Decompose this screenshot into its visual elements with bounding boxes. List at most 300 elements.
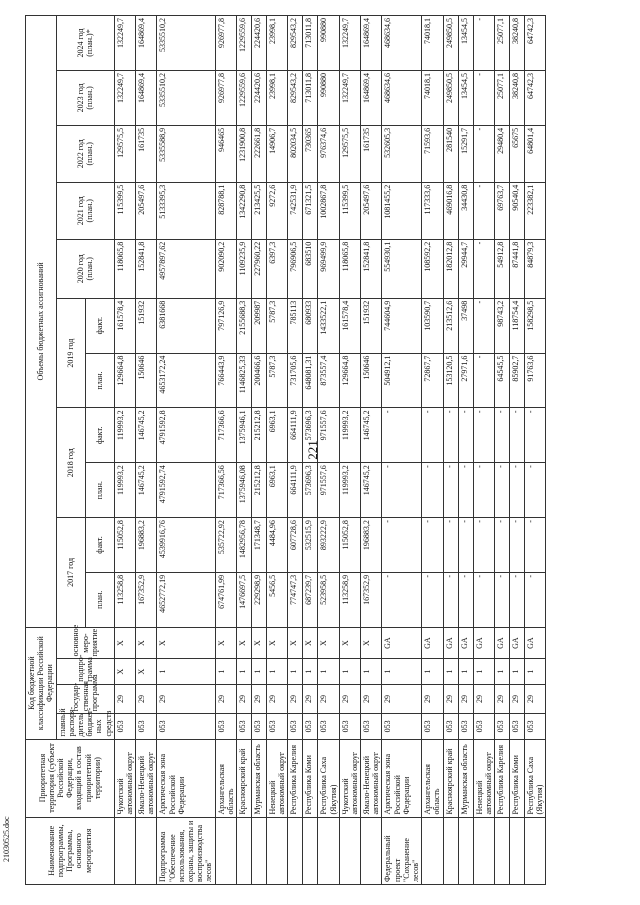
cell-value: 9272,6: [266, 182, 287, 239]
header-plan: план.: [85, 353, 114, 408]
cell-value: 683510: [303, 239, 318, 298]
cell-value: 129575,5: [339, 125, 360, 182]
cell-code-gp: 29: [361, 684, 382, 714]
cell-value: 64801,4: [524, 125, 545, 182]
table-row: [494, 16, 509, 885]
cell-value: 132249,7: [114, 16, 135, 71]
cell-value: 153120,5: [443, 353, 458, 408]
cell-value: 223382,1: [524, 182, 545, 239]
cell-value: 971557,6: [318, 463, 339, 518]
cell-name: [303, 817, 318, 884]
cell-value: 224420,6: [251, 16, 266, 71]
cell-code-gr: 053: [382, 714, 422, 739]
cell-value: 196883,2: [361, 518, 382, 573]
cell-value: 167352,9: [136, 572, 157, 627]
footer-filename: 21030525.doc: [2, 816, 11, 862]
cell-name: [509, 817, 524, 884]
cell-name: [236, 817, 251, 884]
cell-name: [361, 817, 382, 884]
cell-value: 15291,7: [458, 125, 473, 182]
cell-value: 535722,92: [215, 518, 236, 573]
cell-value: 607728,6: [288, 518, 303, 573]
cell-value: 990880: [318, 16, 339, 71]
cell-code-gr: 053: [509, 714, 524, 739]
cell-value: -: [443, 572, 458, 627]
budget-table-container: [25, 15, 612, 885]
header-territory: Приоритетная территория (субъект Российской Федерации, входящий в состав приоритетной территории): [26, 739, 115, 817]
cell-code-pp: 1: [339, 659, 360, 684]
cell-value: 103590,7: [422, 298, 443, 353]
cell-code-pp: 1: [288, 659, 303, 684]
cell-territory: Мурманская область: [458, 739, 473, 817]
cell-code-gp: 29: [136, 684, 157, 714]
header-fact: факт.: [85, 408, 114, 463]
cell-value: -: [509, 408, 524, 463]
cell-value: 4652772,19: [157, 572, 215, 627]
cell-value: 84879,3: [524, 239, 545, 298]
cell-value: -: [422, 518, 443, 573]
cell-code-gp: 29: [266, 684, 287, 714]
cell-code-gr: 053: [157, 714, 215, 739]
cell-value: 1482956,78: [236, 518, 251, 573]
table-row: [473, 16, 494, 885]
cell-value: 504912,1: [382, 353, 422, 408]
table-row: [524, 16, 545, 885]
cell-value: 129664,8: [114, 353, 135, 408]
cell-code-gr: 053: [422, 714, 443, 739]
cell-code-gp: 29: [458, 684, 473, 714]
cell-value: 209987: [251, 298, 266, 353]
cell-value: -: [494, 408, 509, 463]
cell-value: 893222,9: [318, 518, 339, 573]
cell-territory: Ненецкий автономный округ: [266, 739, 287, 817]
cell-value: 129664,8: [339, 353, 360, 408]
cell-code-gp: 29: [339, 684, 360, 714]
cell-code-om: X: [114, 627, 135, 659]
cell-value: 680933: [303, 298, 318, 353]
cell-code-gr: 053: [114, 714, 135, 739]
cell-value: 573696,3: [303, 463, 318, 518]
cell-name: [524, 817, 545, 884]
cell-value: 742531,9: [288, 182, 303, 239]
cell-value: 1081455,2: [382, 182, 422, 239]
cell-territory: Мурманская область: [251, 739, 266, 817]
cell-value: 730365: [303, 125, 318, 182]
cell-value: 69763,7: [494, 182, 509, 239]
cell-code-pp: 1: [236, 659, 251, 684]
cell-value: 674761,99: [215, 572, 236, 627]
cell-value: 205497,6: [361, 182, 382, 239]
cell-value: 873557,4: [318, 353, 339, 408]
cell-value: 4539916,76: [157, 518, 215, 573]
cell-code-pp: 1: [318, 659, 339, 684]
table-row: [266, 16, 287, 885]
cell-code-om: GA: [494, 627, 509, 659]
cell-value: -: [524, 572, 545, 627]
header-2021: 2021 год (план.): [56, 182, 114, 239]
header-code-group: Код бюджетной классификации Российской Федерации: [26, 627, 57, 739]
cell-value: 196883,2: [136, 518, 157, 573]
cell-code-gp: 29: [443, 684, 458, 714]
cell-value: 731705,6: [288, 353, 303, 408]
cell-value: 91763,6: [524, 353, 545, 408]
cell-value: 113258,9: [339, 572, 360, 627]
cell-code-om: X: [157, 627, 215, 659]
cell-territory: Арктическая зона Российской Федерации: [382, 739, 422, 817]
cell-code-om: GA: [473, 627, 494, 659]
cell-value: -: [473, 463, 494, 518]
cell-code-om: X: [303, 627, 318, 659]
cell-code-om: X: [136, 627, 157, 659]
cell-value: 161735: [361, 125, 382, 182]
cell-value: 182012,8: [443, 239, 458, 298]
cell-value: 532605,3: [382, 125, 422, 182]
cell-value: -: [422, 463, 443, 518]
cell-code-gp: 29: [473, 684, 494, 714]
cell-code-om: X: [339, 627, 360, 659]
cell-value: 71593,6: [422, 125, 443, 182]
cell-value: 281540: [443, 125, 458, 182]
cell-value: 926977,8: [215, 71, 236, 126]
cell-value: 54912,8: [494, 239, 509, 298]
cell-value: -: [473, 353, 494, 408]
cell-value: 118065,8: [339, 239, 360, 298]
cell-value: -: [382, 572, 422, 627]
cell-value: 74018,1: [422, 16, 443, 71]
cell-value: 224420,6: [251, 71, 266, 126]
table-row: [288, 16, 303, 885]
budget-table: [25, 15, 546, 885]
table-row: [339, 16, 360, 885]
cell-value: 164869,4: [136, 16, 157, 71]
cell-code-pp: 1: [361, 659, 382, 684]
cell-name: [288, 817, 303, 884]
cell-value: 161735: [136, 125, 157, 182]
cell-code-gr: 053: [288, 714, 303, 739]
cell-value: 119993,2: [114, 408, 135, 463]
cell-code-pp: 1: [443, 659, 458, 684]
cell-value: -: [422, 572, 443, 627]
cell-code-gp: 29: [509, 684, 524, 714]
cell-value: 13454,5: [458, 16, 473, 71]
cell-territory: Ямало-Ненецкий автономный округ: [136, 739, 157, 817]
cell-code-gr: 053: [473, 714, 494, 739]
cell-name: [443, 817, 458, 884]
header-2023: 2023 год (план.): [56, 71, 114, 126]
cell-value: 27971,6: [458, 353, 473, 408]
cell-value: -: [509, 518, 524, 573]
cell-value: 65675: [509, 125, 524, 182]
table-row: [443, 16, 458, 885]
cell-value: 132249,7: [339, 71, 360, 126]
header-plan: план.: [85, 463, 114, 518]
cell-code-gp: 29: [215, 684, 236, 714]
cell-value: -: [473, 71, 494, 126]
cell-value: 4791592,74: [157, 463, 215, 518]
header-plan: план.: [85, 572, 114, 627]
cell-value: 828788,1: [215, 182, 236, 239]
cell-value: 4484,96: [266, 518, 287, 573]
cell-value: 5335510,2: [157, 71, 215, 126]
table-row: [114, 16, 135, 885]
cell-code-om: GA: [524, 627, 545, 659]
cell-value: 129575,5: [114, 125, 135, 182]
cell-value: 117333,6: [422, 182, 443, 239]
header-2019: 2019 год: [56, 298, 85, 408]
cell-value: 523958,5: [318, 572, 339, 627]
cell-name: [422, 817, 443, 884]
header-code-gr: главный распоря-дитель бюджет-ных средств: [56, 714, 114, 739]
cell-code-gp: 29: [494, 684, 509, 714]
cell-territory: Арктическая зона Российской Федерации: [157, 739, 215, 817]
cell-value: 5335588,9: [157, 125, 215, 182]
cell-value: -: [382, 518, 422, 573]
cell-value: 229298,9: [251, 572, 266, 627]
cell-value: 990880: [318, 71, 339, 126]
cell-name: [251, 817, 266, 884]
header-2017: 2017 год: [56, 518, 85, 628]
cell-value: 215212,8: [251, 463, 266, 518]
cell-value: 1342290,8: [236, 182, 251, 239]
cell-code-gp: 29: [114, 684, 135, 714]
cell-value: 468634,6: [382, 71, 422, 126]
cell-value: 119993,2: [339, 463, 360, 518]
cell-value: 976374,6: [318, 125, 339, 182]
cell-code-om: GA: [509, 627, 524, 659]
cell-territory: Ямало-Ненецкий автономный округ: [361, 739, 382, 817]
cell-value: 664111,9: [288, 463, 303, 518]
table-row: [157, 16, 215, 885]
cell-value: 200466,6: [251, 353, 266, 408]
cell-value: 713011,8: [303, 71, 318, 126]
cell-value: 205497,6: [136, 182, 157, 239]
cell-value: 554930,1: [382, 239, 422, 298]
cell-code-gr: 053: [339, 714, 360, 739]
cell-value: 132249,7: [339, 16, 360, 71]
cell-territory: Красноярский край: [443, 739, 458, 817]
cell-value: 249850,5: [443, 71, 458, 126]
cell-value: 744604,9: [382, 298, 422, 353]
cell-value: 227960,22: [251, 239, 266, 298]
cell-value: -: [443, 408, 458, 463]
cell-value: 2155688,3: [236, 298, 251, 353]
cell-value: 213512,6: [443, 298, 458, 353]
cell-value: 829543,2: [288, 71, 303, 126]
cell-value: 98743,2: [494, 298, 509, 353]
table-row: [215, 16, 236, 885]
cell-value: 119993,2: [114, 463, 135, 518]
cell-code-gp: 29: [382, 684, 422, 714]
cell-value: -: [524, 518, 545, 573]
cell-value: 146745,2: [361, 408, 382, 463]
cell-value: -: [473, 239, 494, 298]
cell-code-gp: 29: [318, 684, 339, 714]
cell-code-pp: 1: [422, 659, 443, 684]
cell-territory: Республика Саха (Якутия): [318, 739, 339, 817]
cell-value: -: [458, 572, 473, 627]
table-row: [236, 16, 251, 885]
cell-code-om: GA: [458, 627, 473, 659]
cell-value: 64545,5: [494, 353, 509, 408]
cell-territory: Чукотский автономный округ: [339, 739, 360, 817]
cell-value: 150646: [361, 353, 382, 408]
cell-name: [114, 817, 135, 884]
cell-value: 6397,3: [266, 239, 287, 298]
cell-code-gr: 053: [266, 714, 287, 739]
cell-value: 671321,5: [303, 182, 318, 239]
cell-territory: Ненецкий автономный округ: [473, 739, 494, 817]
cell-value: 1375946,1: [236, 408, 251, 463]
cell-territory: Республика Карелия: [494, 739, 509, 817]
cell-name: [318, 817, 339, 884]
cell-value: 902090,2: [215, 239, 236, 298]
cell-value: 115399,5: [339, 182, 360, 239]
cell-value: 37498: [458, 298, 473, 353]
cell-name: [473, 817, 494, 884]
cell-value: -: [458, 518, 473, 573]
cell-code-gr: 053: [361, 714, 382, 739]
cell-value: -: [458, 408, 473, 463]
cell-code-pp: 1: [215, 659, 236, 684]
cell-value: 13454,5: [458, 71, 473, 126]
cell-value: 5335510,2: [157, 16, 215, 71]
cell-value: 25077,1: [494, 71, 509, 126]
cell-value: 4653172,24: [157, 353, 215, 408]
cell-code-pp: 1: [303, 659, 318, 684]
cell-name: [266, 817, 287, 884]
cell-value: -: [422, 408, 443, 463]
cell-code-om: X: [288, 627, 303, 659]
cell-value: 573696,3: [303, 408, 318, 463]
cell-territory: Архангельская область: [422, 739, 443, 817]
cell-value: 6963,1: [266, 408, 287, 463]
cell-code-om: X: [215, 627, 236, 659]
cell-value: 946465: [215, 125, 236, 182]
cell-value: 796906,5: [288, 239, 303, 298]
cell-value: -: [473, 298, 494, 353]
table-row: [382, 16, 422, 885]
cell-value: -: [473, 125, 494, 182]
cell-code-gr: 053: [318, 714, 339, 739]
cell-value: 118065,8: [114, 239, 135, 298]
cell-territory: Красноярский край: [236, 739, 251, 817]
cell-value: 1433522,1: [318, 298, 339, 353]
cell-value: 469016,8: [443, 182, 458, 239]
cell-code-gp: 29: [524, 684, 545, 714]
cell-code-om: GA: [443, 627, 458, 659]
cell-value: -: [473, 182, 494, 239]
cell-value: -: [509, 572, 524, 627]
cell-value: 14906,7: [266, 125, 287, 182]
cell-value: 1375946,08: [236, 463, 251, 518]
cell-value: 115399,5: [114, 182, 135, 239]
cell-value: 23998,1: [266, 71, 287, 126]
cell-value: 161578,4: [114, 298, 135, 353]
table-row: [422, 16, 443, 885]
header-name: Наименование подпрограммы, Программы, основного мероприятия: [26, 817, 115, 884]
cell-value: 766443,9: [215, 353, 236, 408]
header-2024: 2024 год (план.)*: [56, 16, 114, 71]
header-volume-group: Объемы бюджетных ассигнований: [26, 16, 57, 628]
cell-code-gr: 053: [303, 714, 318, 739]
cell-code-pp: 1: [382, 659, 422, 684]
cell-value: 1231900,8: [236, 125, 251, 182]
cell-value: 249850,5: [443, 16, 458, 71]
header-fact: факт.: [85, 298, 114, 353]
cell-value: 5133395,3: [157, 182, 215, 239]
cell-value: 222661,8: [251, 125, 266, 182]
cell-value: -: [494, 518, 509, 573]
cell-value: -: [473, 16, 494, 71]
cell-value: 797126,9: [215, 298, 236, 353]
cell-code-pp: 1: [157, 659, 215, 684]
cell-name: [136, 817, 157, 884]
cell-value: -: [473, 408, 494, 463]
cell-value: 969499,9: [318, 239, 339, 298]
cell-code-pp: 1: [473, 659, 494, 684]
table-row: [509, 16, 524, 885]
cell-code-gr: 053: [251, 714, 266, 739]
cell-value: 5787,3: [266, 353, 287, 408]
cell-value: -: [382, 408, 422, 463]
header-code-gp: государ-ственная программа: [56, 684, 114, 714]
cell-value: 146745,2: [136, 408, 157, 463]
cell-value: 118754,4: [509, 298, 524, 353]
cell-name: Федеральный проект "Сохранение лесов": [382, 817, 422, 884]
cell-value: 146745,2: [361, 463, 382, 518]
cell-value: 717366,6: [215, 408, 236, 463]
cell-value: 85902,7: [509, 353, 524, 408]
cell-value: 38240,8: [509, 71, 524, 126]
table-row: [361, 16, 382, 885]
cell-code-gp: 29: [251, 684, 266, 714]
cell-value: 717366,56: [215, 463, 236, 518]
cell-value: 29480,4: [494, 125, 509, 182]
cell-code-gr: 053: [458, 714, 473, 739]
cell-value: 1002867,8: [318, 182, 339, 239]
cell-value: -: [458, 463, 473, 518]
cell-value: 64742,3: [524, 16, 545, 71]
cell-value: 115052,8: [339, 518, 360, 573]
cell-name: [339, 817, 360, 884]
cell-value: -: [382, 463, 422, 518]
cell-code-gp: 29: [236, 684, 251, 714]
cell-code-pp: 1: [494, 659, 509, 684]
cell-code-om: GA: [422, 627, 443, 659]
cell-value: 25077,1: [494, 16, 509, 71]
cell-value: 164869,4: [361, 71, 382, 126]
cell-code-om: GA: [382, 627, 422, 659]
cell-value: 90540,4: [509, 182, 524, 239]
table-row: [458, 16, 473, 885]
cell-name: [215, 817, 236, 884]
cell-value: 74018,1: [422, 71, 443, 126]
cell-value: 152841,8: [361, 239, 382, 298]
cell-value: 1476697,5: [236, 572, 251, 627]
cell-territory: Республика Коми: [509, 739, 524, 817]
cell-code-pp: 1: [524, 659, 545, 684]
cell-value: 6963,1: [266, 463, 287, 518]
cell-value: 5787,3: [266, 298, 287, 353]
cell-value: 802034,5: [288, 125, 303, 182]
cell-value: 29944,7: [458, 239, 473, 298]
cell-value: 664111,9: [288, 408, 303, 463]
cell-value: -: [473, 572, 494, 627]
cell-code-gr: 053: [443, 714, 458, 739]
cell-code-gp: 29: [422, 684, 443, 714]
cell-territory: Республика Карелия: [288, 739, 303, 817]
cell-name: Подпрограмма "Обеспечение использования, охраны, защиты и воспроизводства лесов": [157, 817, 215, 884]
